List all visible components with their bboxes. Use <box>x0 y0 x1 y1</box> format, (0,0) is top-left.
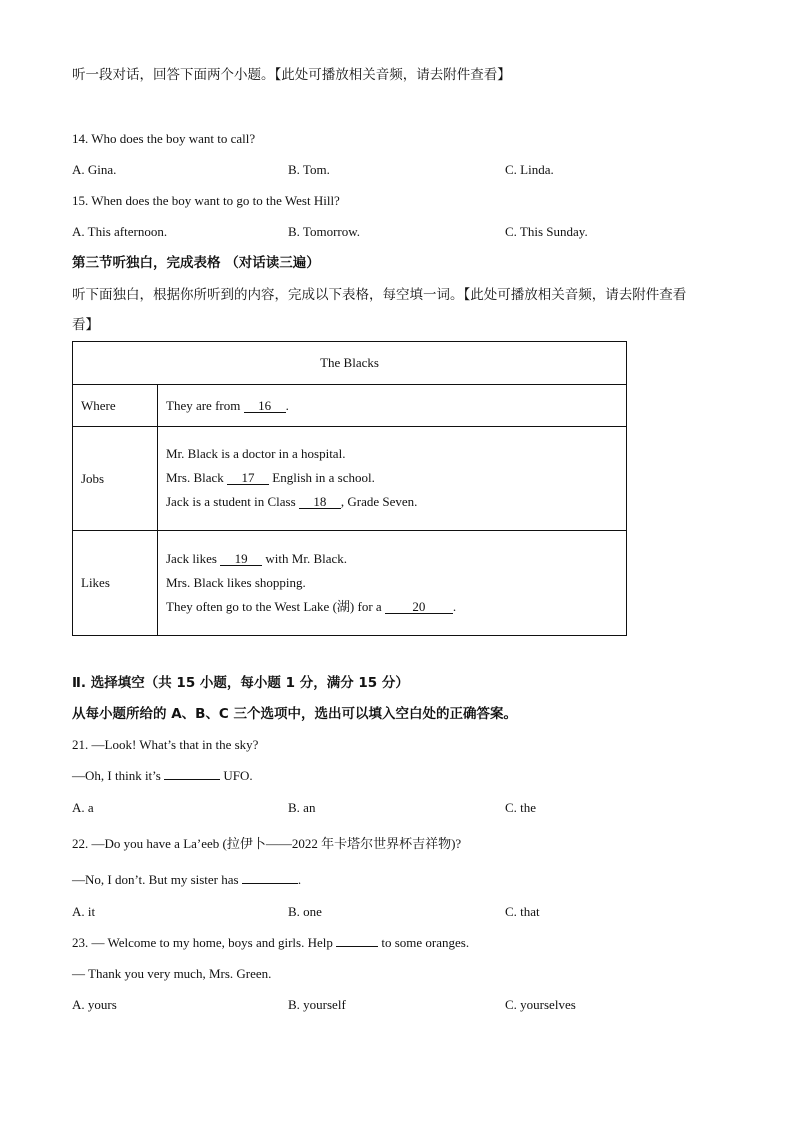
question-14-stem: 14. Who does the boy want to call? <box>72 131 256 146</box>
q14-option-b: B. Tom. <box>288 162 330 177</box>
blank-17[interactable]: 17 <box>227 471 269 485</box>
q14-option-c: C. Linda. <box>505 162 554 177</box>
where-cell: They are from 16 . <box>158 385 627 427</box>
q21-option-a: A. a <box>72 800 94 815</box>
jobs-cell <box>158 427 627 531</box>
part2-title: Ⅱ. 选择填空（共 15 小题，每小题 1 分，满分 15 分） <box>72 675 409 691</box>
blacks-table <box>72 341 627 636</box>
table-title: The Blacks <box>73 342 627 385</box>
q21-line-2: —Oh, I think it’s UFO. <box>72 768 253 783</box>
listening-intro: 听一段对话，回答下面两个小题。【此处可播放相关音频，请去附件查看】 <box>72 67 511 83</box>
q14-option-a: A. Gina. <box>72 162 117 177</box>
row-label-likes: Likes <box>73 531 158 636</box>
q23-option-a: A. yours <box>72 997 117 1012</box>
row-label-where: Where <box>73 385 158 427</box>
part2-instruction: 从每小题所给的 A、B、C 三个选项中，选出可以填入空白处的正确答案。 <box>72 706 518 722</box>
q22-option-c: C. that <box>505 904 540 919</box>
jobs-line-1: Mr. Black is a doctor in a hospital. <box>166 446 346 461</box>
q15-option-a: A. This afternoon. <box>72 224 168 239</box>
likes-line-2: Mrs. Black likes shopping. <box>166 574 306 590</box>
blank-19[interactable]: 19 <box>220 552 262 566</box>
likes-cell <box>158 531 627 636</box>
row-label-jobs: Jobs <box>73 427 158 531</box>
section3-instruction-line2: 看】 <box>72 317 99 333</box>
section3-title: 第三节听独白，完成表格 （对话读三遍） <box>72 255 320 271</box>
q22-blank[interactable] <box>242 883 298 884</box>
q15-option-c: C. This Sunday. <box>505 224 588 239</box>
q23-line-2: — Thank you very much, Mrs. Green. <box>72 966 272 981</box>
q23-option-b: B. yourself <box>288 997 346 1012</box>
section3-instruction-line1: 听下面独白，根据你所听到的内容，完成以下表格，每空填一词。【此处可播放相关音频，请去附件查看 <box>72 287 687 303</box>
q21-option-b: B. an <box>288 800 316 815</box>
blank-20[interactable]: 20 <box>385 600 453 614</box>
jobs-line-2: Mrs. Black 17 English in a school. <box>166 470 375 485</box>
q22-line-2: —No, I don’t. But my sister has . <box>72 872 302 887</box>
likes-line-3: They often go to the West Lake (湖) for a 20 . <box>166 598 457 614</box>
q21-option-c: C. the <box>505 800 537 815</box>
q21-blank[interactable] <box>164 779 220 780</box>
q15-option-b: B. Tomorrow. <box>288 224 361 239</box>
q22-option-b: B. one <box>288 904 322 919</box>
blank-16[interactable]: 16 <box>244 399 286 413</box>
q23-option-c: C. yourselves <box>505 997 576 1012</box>
jobs-line-3: Jack is a student in Class 18 , Grade Seven. <box>166 494 418 509</box>
q22-option-a: A. it <box>72 904 96 919</box>
blank-18[interactable]: 18 <box>299 495 341 509</box>
q22-line-1: 22. —Do you have a La’eeb (拉伊卜——2022 年卡塔尔世界杯吉祥物)? <box>72 836 462 851</box>
q23-line-1: 23. — Welcome to my home, boys and girls. Help to some oranges. <box>72 935 470 950</box>
question-15-stem: 15. When does the boy want to go to the West Hill? <box>72 193 340 208</box>
q23-blank[interactable] <box>336 946 378 947</box>
likes-line-1: Jack likes 19 with Mr. Black. <box>166 550 348 566</box>
q21-line-1: 21. —Look! What’s that in the sky? <box>72 737 259 752</box>
